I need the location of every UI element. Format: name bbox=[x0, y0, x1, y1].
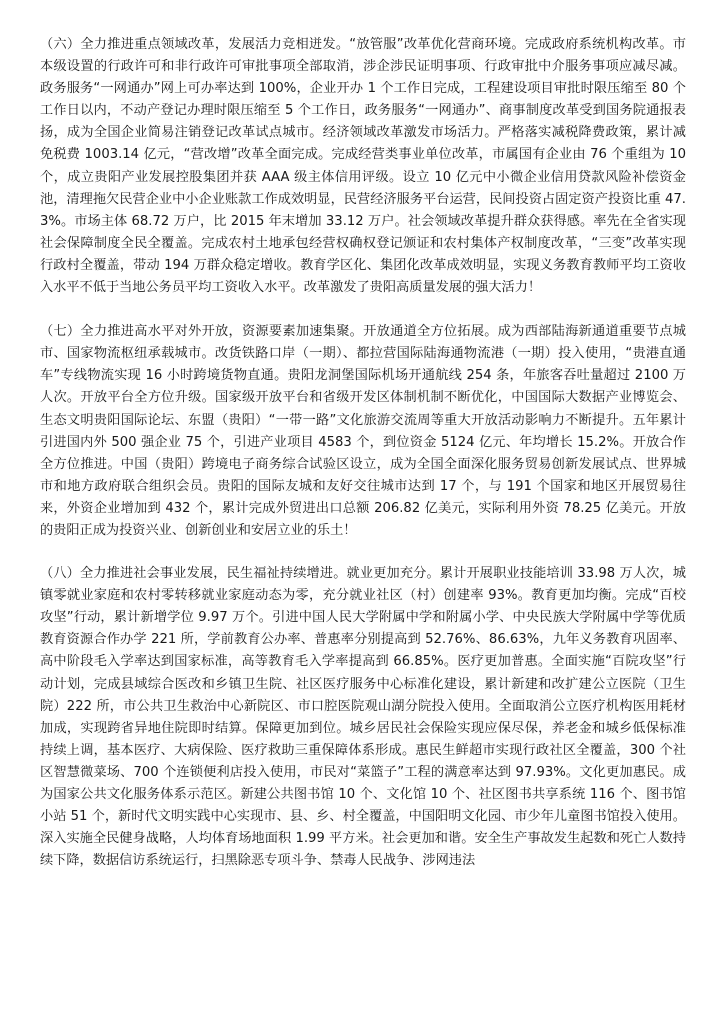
paragraph-section-7: （七）全力推进高水平对外开放，资源要素加速集聚。开放通道全方位拓展。成为西部陆海新通道重要节点城市、国家物流枢纽承载城市。改货铁路口岸（一期）、都拉营国际陆海通物流港（一期）投入使用，“贵港直通车”专线物流实现 16 小时跨境货物直通。贵阳龙洞堡国际机场开通航线 254 条，年旅客吞吐量超过 2100 万人次。开放平台全方位升级。国家级开放平台和省级开发区体制机制不断优化，中国国际大数据产业博览会、生态文明贵阳国际论坛、东盟（贵阳）“一带一路”文化旅游交流周等重大开放活动影响力不断提升。五年累计引进国内外 500 强企业 75 个，引进产业项目 4583 个，到位资金 5124 亿元、年均增长 15.2%。开放合作全方位推进。中国（贵阳）跨境电子商务综合试验区设立，成为全国全面深化服务贸易创新发展试点、世界城市和地方政府联合组织会员。贵阳的国际友城和友好交往城市达到 17 个，与 191 个国家和地区开展贸易往来，外资企业增加到 432 个，累计完成外贸进出口总额 206.82 亿美元，实际利用外资 78.25 亿美元。开放的贵阳正成为投资兴业、创新创业和安居立业的乐土！ bbox=[40, 324, 686, 538]
paragraph-section-6: （六）全力推进重点领域改革，发展活力竞相迸发。“放管服”改革优化营商环境。完成政府系统机构改革。市本级设置的行政许可和非行政许可审批事项全部取消，涉企涉民证明事项、行政审批中介服务事项应减尽减。政务服务“一网通办”网上可办率达到 100%，企业开办 1 个工作日完成，工程建设项目审批时限压缩至 80 个工作日以内，不动产登记办理时限压缩至 5 个工作日，政务服务“一网通办”、商事制度改革受到国务院通报表扬，成为全国企业简易注销登记改革试点城市。经济领域改革激发市场活力。严格落实减税降费政策，累计减免税费 1003.14 亿元，“营改增”改革全面完成。完成经营类事业单位改革，市属国有企业由 76 个重组为 10 个，成立贵阳产业发展控股集团并获 AAA 级主体信用评级。设立 10 亿元中小微企业信用贷款风险补偿资金池，清理拖欠民营企业中小企业账款工作成效明显，民营经济服务平台运营，民间投资占固定资产投资比重 47.3%。市场主体 68.72 万户，比 2015 年末增加 33.12 万户。社会领域改革提升群众获得感。率先在全省实现社会保障制度全民全覆盖。完成农村土地承包经营权确权登记颁证和农村集体产权制度改革，“三变”改革实现行政村全覆盖，带动 194 万群众稳定增收。教育学区化、集团化改革成效明显，实现义务教育教师平均工资收入水平不低于当地公务员平均工资收入水平。改革激发了贵阳高质量发展的强大活力！ bbox=[40, 37, 686, 296]
paragraph-section-8: （八）全力推进社会事业发展，民生福祉持续增进。就业更加充分。累计开展职业技能培训 33.98 万人次，城镇零就业家庭和农村零转移就业家庭动态为零，充分就业社区（村）创建率 93%。教育更加均衡。完成“百校攻坚”行动，累计新增学位 9.97 万个。引进中国人民大学附属中学和附属小学、中央民族大学附属中学等优质教育资源合作办学 221 所，学前教育公办率、普惠率分别提高到 52.76%、86.63%，九年义务教育巩固率、高中阶段毛入学率达到国家标准，高等教育毛入学率提高到 66.85%。医疗更加普惠。全面实施“百院攻坚”行动计划，完成县域综合医改和乡镇卫生院、社区医疗服务中心标准化建设，累计新建和改扩建公立医院（卫生院）222 所，市公共卫生救治中心新院区、市口腔医院观山湖分院投入使用。全面取消公立医疗机构医用耗材加成，实现跨省异地住院即时结算。保障更加到位。城乡居民社会保险实现应保尽保，养老金和城乡低保标准持续上调，基本医疗、大病保险、医疗救助三重保障体系形成。惠民生鲜超市实现行政社区全覆盖，300 个社区智慧微菜场、700 个连锁便利店投入使用，市民对“菜篮子”工程的满意率达到 97.93%。文化更加惠民。成为国家公共文化服务体系示范区。新建公共图书馆 10 个、文化馆 10 个、社区图书共享系统 116 个、图书馆小站 51 个，新时代文明实践中心实现市、县、乡、村全覆盖，中国阳明文化园、市少年儿童图书馆投入使用。深入实施全民健身战略，人均体育场地面积 1.99 平方米。社会更加和谐。安全生产事故发生起数和死亡人数持续下降，数据信访系统运行，扫黑除恶专项斗争、禁毒人民战争、涉网违法 bbox=[40, 566, 686, 869]
